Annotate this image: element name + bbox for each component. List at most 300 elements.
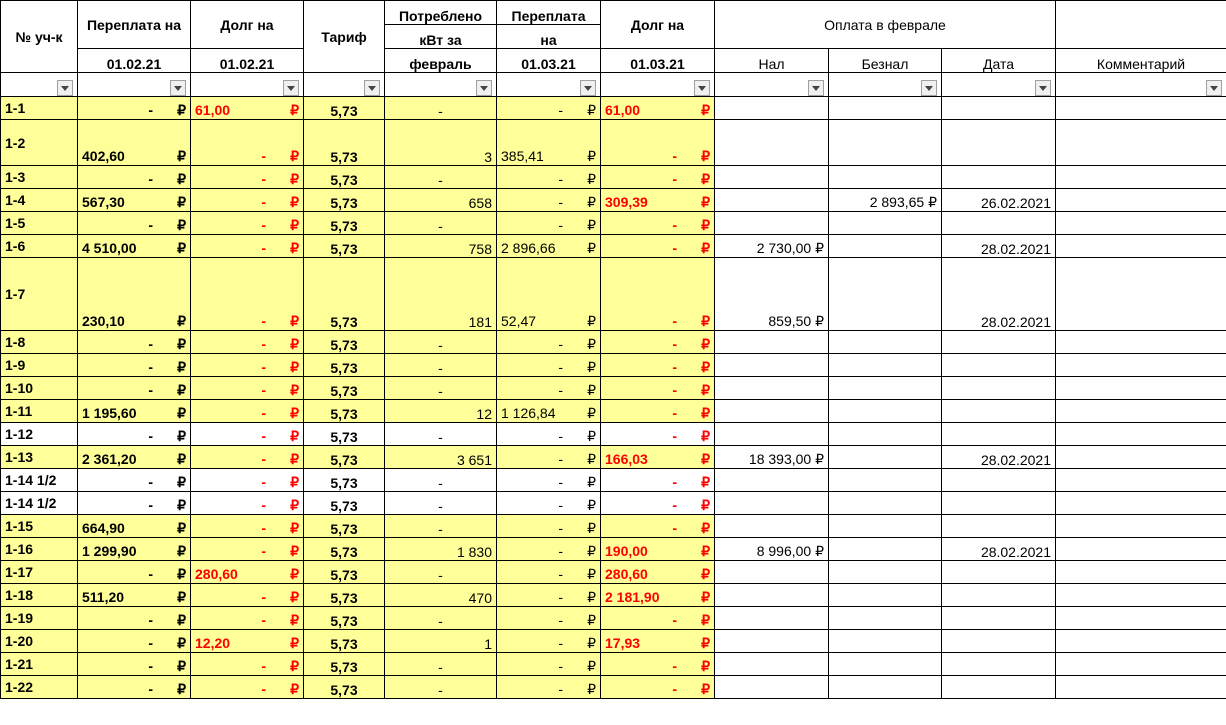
cell-plot[interactable]: 1-18	[1, 584, 78, 607]
table-row	[1, 331, 1226, 354]
cell-cash[interactable]	[715, 400, 829, 423]
cell-cash[interactable]: 18 393,00 ₽	[715, 446, 829, 469]
cell-overpay[interactable]	[78, 492, 191, 515]
cell-consumed[interactable]: -	[385, 561, 497, 584]
cell-overpay2[interactable]	[497, 120, 601, 166]
cell-comment[interactable]	[1056, 120, 1226, 166]
header-overpay[interactable]: Переплата на	[78, 1, 191, 49]
cell-overpay[interactable]	[78, 561, 191, 584]
cell-overpay2[interactable]	[497, 492, 601, 515]
cell-debt[interactable]	[191, 166, 304, 189]
cell-overpay2[interactable]	[497, 212, 601, 235]
cell-overpay2[interactable]	[497, 469, 601, 492]
cell-comment[interactable]	[1056, 331, 1226, 354]
cell-noncash[interactable]	[829, 377, 942, 400]
cell-cash[interactable]	[715, 584, 829, 607]
cell-plot[interactable]: 1-2	[1, 120, 78, 166]
cell-plot[interactable]: 1-7	[1, 258, 78, 331]
cell-consumed[interactable]: 1	[385, 630, 497, 653]
cell-plot[interactable]: 1-9	[1, 354, 78, 377]
cell-consumed[interactable]: -	[385, 676, 497, 699]
cell-overpay[interactable]	[78, 584, 191, 607]
cell-debt[interactable]	[191, 584, 304, 607]
cell-overpay2-value	[501, 171, 596, 188]
filter-dropdown-icon[interactable]	[476, 80, 492, 96]
cell-noncash[interactable]	[829, 515, 942, 538]
cell-overpay2[interactable]	[497, 354, 601, 377]
cell-cash[interactable]	[715, 377, 829, 400]
cell-cash[interactable]	[715, 331, 829, 354]
cell-tariff[interactable]: 5,73	[304, 607, 385, 630]
cell-overpay2[interactable]	[497, 258, 601, 331]
filter-dropdown-icon[interactable]	[921, 80, 937, 96]
amount: -	[672, 171, 678, 187]
cell-noncash[interactable]	[829, 166, 942, 189]
cell-plot[interactable]: 1-17	[1, 561, 78, 584]
cell-consumed[interactable]: -	[385, 653, 497, 676]
cell-noncash[interactable]: 2 893,65 ₽	[829, 189, 942, 212]
cell-noncash[interactable]	[829, 630, 942, 653]
cell-overpay2[interactable]	[497, 331, 601, 354]
header-debt2[interactable]: Долг на	[601, 1, 715, 49]
cell-comment[interactable]	[1056, 607, 1226, 630]
ruble-sign: ₽	[701, 520, 710, 536]
cell-cash[interactable]	[715, 212, 829, 235]
header-consumed-line2[interactable]: кВт за	[385, 25, 497, 49]
cell-tariff[interactable]: 5,73	[304, 97, 385, 120]
header-consumed-line1[interactable]: Потреблено	[385, 1, 497, 25]
amount: -	[261, 520, 267, 536]
cell-date[interactable]	[942, 423, 1056, 446]
cell-date[interactable]	[942, 212, 1056, 235]
cell-cash[interactable]	[715, 189, 829, 212]
amount: -	[672, 612, 678, 628]
cell-plot[interactable]: 1-20	[1, 630, 78, 653]
cell-overpay2[interactable]	[497, 377, 601, 400]
header-overpay2-date[interactable]: 01.03.21	[497, 49, 601, 73]
header-tariff[interactable]: Тариф	[304, 1, 385, 73]
cell-comment[interactable]	[1056, 97, 1226, 120]
cell-date[interactable]	[942, 331, 1056, 354]
cell-consumed[interactable]: 3 651	[385, 446, 497, 469]
cell-overpay2[interactable]	[497, 400, 601, 423]
cell-date[interactable]	[942, 515, 1056, 538]
cell-tariff[interactable]: 5,73	[304, 630, 385, 653]
cell-debt[interactable]	[191, 515, 304, 538]
cell-date[interactable]	[942, 469, 1056, 492]
cell-consumed[interactable]: 3	[385, 120, 497, 166]
amount: -	[558, 635, 564, 651]
cell-cash[interactable]	[715, 120, 829, 166]
cell-cash[interactable]	[715, 653, 829, 676]
cell-overpay[interactable]	[78, 607, 191, 630]
filter-dropdown-icon[interactable]	[1035, 80, 1051, 96]
cell-consumed[interactable]: -	[385, 515, 497, 538]
cell-consumed[interactable]: -	[385, 377, 497, 400]
cell-debt2-value	[605, 497, 710, 514]
cell-debt[interactable]	[191, 400, 304, 423]
cell-overpay[interactable]	[78, 423, 191, 446]
cell-noncash[interactable]	[829, 258, 942, 331]
cell-tariff[interactable]: 5,73	[304, 377, 385, 400]
cell-cash[interactable]	[715, 492, 829, 515]
cell-tariff[interactable]: 5,73	[304, 584, 385, 607]
cell-tariff[interactable]: 5,73	[304, 258, 385, 331]
cell-consumed[interactable]: 470	[385, 584, 497, 607]
ruble-sign: ₽	[701, 171, 710, 187]
cell-tariff[interactable]: 5,73	[304, 189, 385, 212]
cell-noncash[interactable]	[829, 446, 942, 469]
header-noncash[interactable]: Безнал	[829, 49, 942, 73]
cell-consumed[interactable]: -	[385, 469, 497, 492]
cell-date[interactable]	[942, 400, 1056, 423]
cell-overpay[interactable]	[78, 515, 191, 538]
cell-debt2[interactable]	[601, 423, 715, 446]
cell-consumed[interactable]: -	[385, 166, 497, 189]
cell-consumed[interactable]: -	[385, 212, 497, 235]
cell-debt2[interactable]	[601, 258, 715, 331]
header-comment[interactable]: Комментарий	[1056, 49, 1226, 73]
cell-overpay2[interactable]	[497, 584, 601, 607]
cell-debt2[interactable]	[601, 584, 715, 607]
ruble-sign: ₽	[290, 102, 299, 118]
cell-consumed[interactable]: 758	[385, 235, 497, 258]
cell-debt2[interactable]	[601, 212, 715, 235]
cell-overpay2[interactable]	[497, 561, 601, 584]
cell-comment[interactable]	[1056, 515, 1226, 538]
cell-tariff[interactable]: 5,73	[304, 354, 385, 377]
cell-plot[interactable]: 1-11	[1, 400, 78, 423]
cell-debt[interactable]	[191, 653, 304, 676]
cell-plot[interactable]: 1-8	[1, 331, 78, 354]
cell-consumed[interactable]: -	[385, 97, 497, 120]
cell-overpay[interactable]	[78, 120, 191, 166]
cell-debt[interactable]	[191, 607, 304, 630]
filter-dropdown-icon[interactable]	[283, 80, 299, 96]
cell-debt-value	[195, 635, 299, 652]
cell-overpay2[interactable]	[497, 235, 601, 258]
cell-consumed[interactable]: -	[385, 331, 497, 354]
header-debt2-date[interactable]: 01.03.21	[601, 49, 715, 73]
cell-date[interactable]: 28.02.2021	[942, 446, 1056, 469]
cell-comment[interactable]	[1056, 492, 1226, 515]
cell-debt[interactable]	[191, 676, 304, 699]
cell-plot[interactable]: 1-19	[1, 607, 78, 630]
cell-debt[interactable]	[191, 492, 304, 515]
cell-overpay[interactable]	[78, 166, 191, 189]
cell-debt2[interactable]	[601, 166, 715, 189]
cell-noncash[interactable]	[829, 97, 942, 120]
cell-overpay[interactable]	[78, 212, 191, 235]
ruble-sign: ₽	[701, 382, 710, 398]
cell-debt[interactable]	[191, 331, 304, 354]
amount: 12,20	[195, 635, 231, 651]
cell-tariff[interactable]: 5,73	[304, 212, 385, 235]
cell-comment[interactable]	[1056, 166, 1226, 189]
cell-plot[interactable]: 1-5	[1, 212, 78, 235]
cell-overpay[interactable]	[78, 446, 191, 469]
cell-noncash[interactable]	[829, 331, 942, 354]
cell-cash[interactable]	[715, 515, 829, 538]
cell-overpay2[interactable]	[497, 423, 601, 446]
cell-comment[interactable]	[1056, 446, 1226, 469]
cell-debt2[interactable]	[601, 235, 715, 258]
cell-date[interactable]	[942, 377, 1056, 400]
cell-plot[interactable]: 1-22	[1, 676, 78, 699]
cell-overpay2[interactable]	[497, 189, 601, 212]
cell-consumed[interactable]: 1 830	[385, 538, 497, 561]
cell-debt2[interactable]	[601, 354, 715, 377]
header-debt-date[interactable]: 01.02.21	[191, 49, 304, 73]
cell-cash[interactable]: 859,50 ₽	[715, 258, 829, 331]
cell-consumed[interactable]: 181	[385, 258, 497, 331]
cell-date[interactable]	[942, 584, 1056, 607]
cell-overpay[interactable]	[78, 377, 191, 400]
cell-plot[interactable]: 1-4	[1, 189, 78, 212]
cell-debt2[interactable]	[601, 120, 715, 166]
cell-tariff[interactable]: 5,73	[304, 331, 385, 354]
cell-plot[interactable]: 1-10	[1, 377, 78, 400]
cell-consumed[interactable]: -	[385, 607, 497, 630]
cell-debt2[interactable]	[601, 189, 715, 212]
cell-date[interactable]: 26.02.2021	[942, 189, 1056, 212]
cell-noncash[interactable]	[829, 538, 942, 561]
cell-debt2[interactable]	[601, 630, 715, 653]
cell-comment[interactable]	[1056, 377, 1226, 400]
filter-dropdown-icon[interactable]	[57, 80, 73, 96]
cell-comment[interactable]	[1056, 258, 1226, 331]
cell-date[interactable]: 28.02.2021	[942, 235, 1056, 258]
filter-dropdown-icon[interactable]	[580, 80, 596, 96]
cell-noncash[interactable]	[829, 400, 942, 423]
cell-debt2[interactable]	[601, 607, 715, 630]
cell-cash[interactable]: 2 730,00 ₽	[715, 235, 829, 258]
cell-overpay[interactable]	[78, 235, 191, 258]
cell-noncash[interactable]	[829, 120, 942, 166]
cell-cash[interactable]	[715, 630, 829, 653]
cell-tariff[interactable]: 5,73	[304, 515, 385, 538]
cell-comment[interactable]	[1056, 676, 1226, 699]
cell-tariff[interactable]: 5,73	[304, 538, 385, 561]
cell-comment[interactable]	[1056, 212, 1226, 235]
cell-debt[interactable]	[191, 235, 304, 258]
cell-debt[interactable]	[191, 354, 304, 377]
cell-consumed[interactable]: 658	[385, 189, 497, 212]
cell-debt2[interactable]	[601, 469, 715, 492]
cell-overpay[interactable]	[78, 258, 191, 331]
cell-date[interactable]	[942, 166, 1056, 189]
header-debt[interactable]: Долг на	[191, 1, 304, 49]
cell-plot[interactable]: 1-21	[1, 653, 78, 676]
cell-comment[interactable]	[1056, 469, 1226, 492]
cell-date[interactable]: 28.02.2021	[942, 538, 1056, 561]
cell-noncash[interactable]	[829, 584, 942, 607]
cell-overpay[interactable]	[78, 97, 191, 120]
cell-cash[interactable]	[715, 166, 829, 189]
cell-debt[interactable]	[191, 630, 304, 653]
cell-plot[interactable]: 1-6	[1, 235, 78, 258]
cell-date[interactable]	[942, 630, 1056, 653]
cell-overpay[interactable]	[78, 400, 191, 423]
cell-debt[interactable]	[191, 212, 304, 235]
cell-noncash[interactable]	[829, 607, 942, 630]
cell-tariff[interactable]: 5,73	[304, 235, 385, 258]
cell-consumed[interactable]: -	[385, 423, 497, 446]
cell-plot[interactable]: 1-12	[1, 423, 78, 446]
cell-overpay2[interactable]	[497, 607, 601, 630]
cell-date[interactable]	[942, 607, 1056, 630]
cell-debt[interactable]	[191, 446, 304, 469]
cell-debt2[interactable]	[601, 377, 715, 400]
cell-comment[interactable]	[1056, 653, 1226, 676]
cell-plot[interactable]: 1-15	[1, 515, 78, 538]
cell-overpay[interactable]	[78, 331, 191, 354]
cell-overpay2[interactable]	[497, 446, 601, 469]
cell-tariff[interactable]: 5,73	[304, 561, 385, 584]
cell-plot[interactable]: 1-14 1/2	[1, 469, 78, 492]
ruble-sign: ₽	[290, 313, 299, 329]
cell-comment[interactable]	[1056, 630, 1226, 653]
cell-plot[interactable]: 1-3	[1, 166, 78, 189]
cell-noncash[interactable]	[829, 653, 942, 676]
cell-debt[interactable]	[191, 423, 304, 446]
cell-date[interactable]	[942, 492, 1056, 515]
cell-debt[interactable]	[191, 561, 304, 584]
cell-noncash[interactable]	[829, 235, 942, 258]
cell-comment[interactable]	[1056, 423, 1226, 446]
cell-overpay[interactable]	[78, 676, 191, 699]
cell-noncash[interactable]	[829, 212, 942, 235]
header-overpay2-line2[interactable]: на	[497, 25, 601, 49]
cell-debt2[interactable]	[601, 446, 715, 469]
amount: 511,20	[82, 589, 125, 605]
header-payment-feb[interactable]: Оплата в феврале	[715, 1, 1056, 49]
header-date[interactable]: Дата	[942, 49, 1056, 73]
cell-tariff[interactable]: 5,73	[304, 423, 385, 446]
cell-comment[interactable]	[1056, 235, 1226, 258]
header-blank[interactable]	[1056, 1, 1226, 49]
cell-tariff[interactable]: 5,73	[304, 492, 385, 515]
cell-tariff[interactable]: 5,73	[304, 400, 385, 423]
cell-noncash[interactable]	[829, 354, 942, 377]
cell-comment[interactable]	[1056, 561, 1226, 584]
cell-date[interactable]: 28.02.2021	[942, 258, 1056, 331]
cell-tariff[interactable]: 5,73	[304, 653, 385, 676]
cell-noncash[interactable]	[829, 492, 942, 515]
cell-overpay[interactable]	[78, 538, 191, 561]
cell-noncash[interactable]	[829, 676, 942, 699]
cell-debt[interactable]	[191, 120, 304, 166]
cell-comment[interactable]	[1056, 538, 1226, 561]
cell-noncash[interactable]	[829, 561, 942, 584]
cell-cash[interactable]	[715, 676, 829, 699]
cell-tariff[interactable]: 5,73	[304, 446, 385, 469]
cell-date[interactable]	[942, 561, 1056, 584]
cell-plot[interactable]: 1-1	[1, 97, 78, 120]
cell-cash[interactable]	[715, 423, 829, 446]
cell-date[interactable]	[942, 120, 1056, 166]
cell-overpay2[interactable]	[497, 538, 601, 561]
cell-noncash[interactable]	[829, 423, 942, 446]
cell-date[interactable]	[942, 653, 1056, 676]
cell-cash[interactable]	[715, 97, 829, 120]
cell-overpay2[interactable]	[497, 630, 601, 653]
cell-cash[interactable]	[715, 469, 829, 492]
cell-overpay2[interactable]	[497, 676, 601, 699]
cell-tariff[interactable]: 5,73	[304, 469, 385, 492]
cell-overpay2[interactable]	[497, 97, 601, 120]
cell-debt2[interactable]	[601, 400, 715, 423]
cell-debt[interactable]	[191, 258, 304, 331]
cell-debt[interactable]	[191, 377, 304, 400]
cell-cash[interactable]: 8 996,00 ₽	[715, 538, 829, 561]
cell-overpay2[interactable]	[497, 515, 601, 538]
header-cash[interactable]: Нал	[715, 49, 829, 73]
cell-debt2[interactable]	[601, 653, 715, 676]
cell-cash[interactable]	[715, 561, 829, 584]
cell-debt2[interactable]	[601, 97, 715, 120]
cell-debt2[interactable]	[601, 515, 715, 538]
cell-date[interactable]	[942, 354, 1056, 377]
cell-debt2[interactable]	[601, 676, 715, 699]
cell-tariff[interactable]: 5,73	[304, 166, 385, 189]
cell-debt2[interactable]	[601, 492, 715, 515]
cell-overpay[interactable]	[78, 630, 191, 653]
cell-plot[interactable]: 1-16	[1, 538, 78, 561]
cell-overpay[interactable]	[78, 469, 191, 492]
cell-debt2[interactable]	[601, 538, 715, 561]
cell-debt[interactable]	[191, 538, 304, 561]
header-overpay2-line1[interactable]: Переплата	[497, 1, 601, 25]
header-plot[interactable]: № уч-к	[1, 1, 78, 73]
filter-dropdown-icon[interactable]	[364, 80, 380, 96]
cell-overpay[interactable]	[78, 189, 191, 212]
cell-noncash[interactable]	[829, 469, 942, 492]
header-consumed-line3[interactable]: февраль	[385, 49, 497, 73]
cell-debt2[interactable]	[601, 331, 715, 354]
cell-plot[interactable]: 1-13	[1, 446, 78, 469]
cell-debt[interactable]	[191, 469, 304, 492]
cell-comment[interactable]	[1056, 189, 1226, 212]
cell-date[interactable]	[942, 676, 1056, 699]
cell-overpay[interactable]	[78, 354, 191, 377]
filter-dropdown-icon[interactable]	[1206, 80, 1222, 96]
cell-overpay2[interactable]	[497, 653, 601, 676]
cell-debt2[interactable]	[601, 561, 715, 584]
filter-dropdown-icon[interactable]	[808, 80, 824, 96]
cell-date[interactable]	[942, 97, 1056, 120]
cell-consumed[interactable]: -	[385, 492, 497, 515]
cell-consumed[interactable]: -	[385, 354, 497, 377]
cell-overpay[interactable]	[78, 653, 191, 676]
cell-comment[interactable]	[1056, 354, 1226, 377]
filter-dropdown-icon[interactable]	[694, 80, 710, 96]
cell-comment[interactable]	[1056, 400, 1226, 423]
cell-debt2-value	[605, 171, 710, 188]
cell-cash[interactable]	[715, 354, 829, 377]
cell-tariff[interactable]: 5,73	[304, 120, 385, 166]
cell-debt[interactable]	[191, 97, 304, 120]
header-overpay-date[interactable]: 01.02.21	[78, 49, 191, 73]
filter-dropdown-icon[interactable]	[170, 80, 186, 96]
cell-consumed[interactable]: 12	[385, 400, 497, 423]
cell-debt[interactable]	[191, 189, 304, 212]
cell-tariff[interactable]: 5,73	[304, 676, 385, 699]
cell-overpay2[interactable]	[497, 166, 601, 189]
cell-comment[interactable]	[1056, 584, 1226, 607]
cell-plot[interactable]: 1-14 1/2	[1, 492, 78, 515]
cell-cash[interactable]	[715, 607, 829, 630]
